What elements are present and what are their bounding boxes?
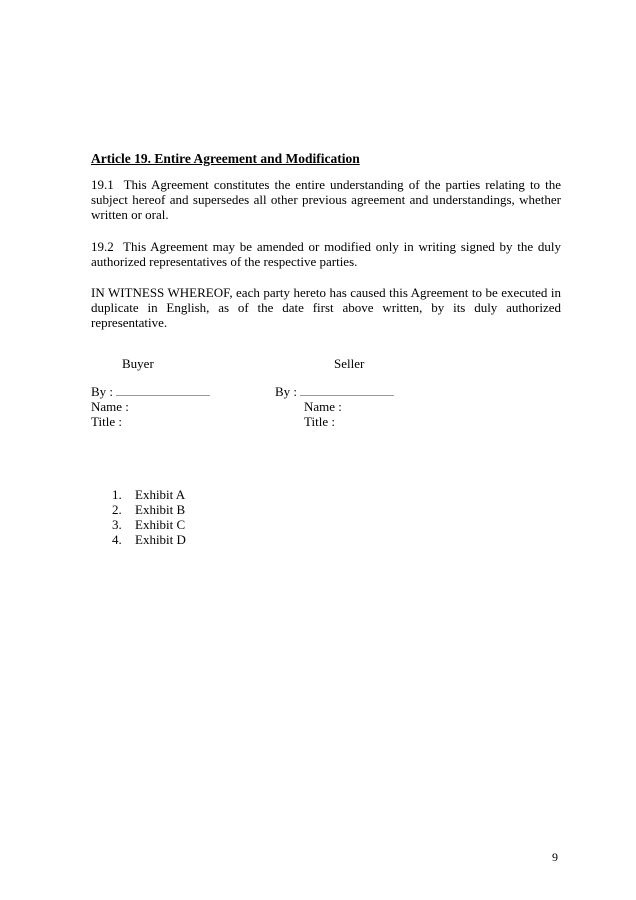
paragraph-19-2: 19.2 This Agreement may be amended or modified only in writing signed by the duly authorized representatives of the respective parties. [91,239,561,269]
seller-name-label: Name : [304,399,342,414]
buyer-by-row [91,384,210,399]
buyer-by-label: By : [91,384,114,399]
buyer-name-label: Name : [91,399,129,414]
seller-by-label: By : [275,384,298,399]
buyer-heading: Buyer [122,356,154,371]
page-number: 9 [552,850,558,864]
exhibit-item [112,487,186,502]
exhibit-number: 1. [112,487,122,502]
paragraph-19-1: 19.1 This Agreement constitutes the entire understanding of the parties relating to the subject hereof and supersedes all other previous agreement and understandings, whether written or oral. [91,177,561,222]
exhibit-item [112,502,186,517]
seller-by-row [275,384,394,399]
exhibit-label: Exhibit D [135,532,186,547]
seller-heading: Seller [334,356,365,371]
exhibit-number: 2. [112,502,122,517]
buyer-title-label: Title : [91,414,122,429]
seller-title-label: Title : [304,414,335,429]
paragraph-witness: IN WITNESS WHEREOF, each party hereto has caused this Agreement to be executed in duplicate in English, as of the date first above written, by its duly authorized representative. [91,285,561,330]
exhibit-number: 3. [112,517,122,532]
buyer-signature-line [116,385,210,396]
exhibit-label: Exhibit A [135,487,186,502]
exhibit-label: Exhibit B [135,502,186,517]
exhibit-label: Exhibit C [135,517,186,532]
seller-signature-line [300,385,394,396]
seller-signature-block [275,384,394,429]
exhibit-item [112,517,186,532]
exhibit-number: 4. [112,532,122,547]
article-heading: Article 19. Entire Agreement and Modification [91,151,360,166]
buyer-signature-block [91,384,210,429]
exhibit-list [112,487,186,547]
exhibit-item [112,532,186,547]
